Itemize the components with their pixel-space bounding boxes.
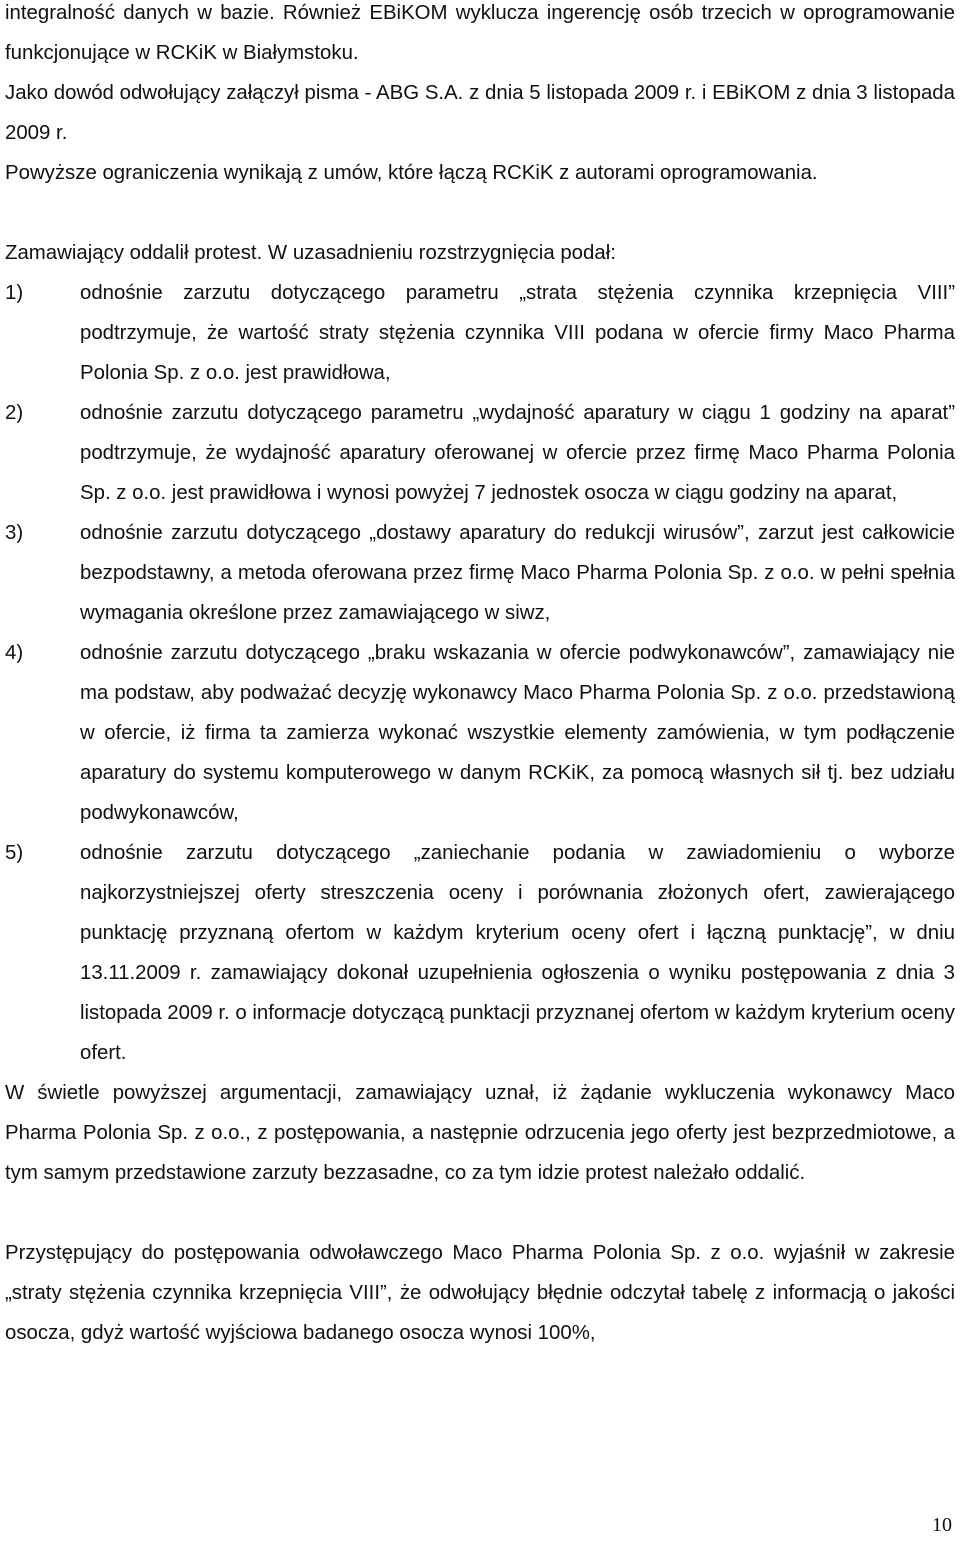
paragraph-evidence: Jako dowód odwołujący załączył pisma - ABG S.A. z dnia 5 listopada 2009 r. i EBiKOM z dnia 3 listopada 2009 r. [5,82,955,144]
document-page [5,0,955,1353]
paragraph-intervener: Przystępujący do postępowania odwoławczego Maco Pharma Polonia Sp. z o.o. wyjaśnił w zakresie „straty stężenia czynnika krzepnięcia VIII”, że odwołujący błędnie odczytał tabelę z informacją o jakości osocza, gdyż wartość wyjściowa badanego osocza wynosi 100%, [5,1242,955,1344]
paragraph-restrictions: Powyższe ograniczenia wynikają z umów, które łączą RCKiK z autorami oprogramowania. [5,162,818,184]
list-item [5,513,955,633]
list-item [5,273,955,393]
list-item-text: odnośnie zarzutu dotyczącego „zaniechanie podania w zawiadomieniu o wyborze najkorzystniejszej oferty streszczenia oceny i porównania złożonych ofert, zawierającego punktację przyznaną ofertom w każdym kryterium oceny ofert i łączną punktację”, w dniu 13.11.2009 r. zamawiający dokonał uzupełnienia ogłoszenia o wyniku postępowania z dnia 3 listopada 2009 r. o informacje dotyczącą punktacji przyznanej ofertom w każdym kryterium oceny ofert. [80,842,955,1064]
list-item [5,633,955,833]
justification-list [5,273,955,1073]
list-item-number: 2) [5,402,24,424]
list-item-text: odnośnie zarzutu dotyczącego parametru „strata stężenia czynnika krzepnięcia VIII” podtrzymuje, że wartość straty stężenia czynnika VIII podana w ofercie firmy Maco Pharma Polonia Sp. z o.o. jest prawidłowa, [80,282,955,384]
list-item-text: odnośnie zarzutu dotyczącego parametru „wydajność aparatury w ciągu 1 godziny na aparat” podtrzymuje, że wydajność aparatury oferowanej w ofercie przez firmę Maco Pharma Polonia Sp. z o.o. jest prawidłowa i wynosi powyżej 7 jednostek osocza w ciągu godziny na aparat, [80,402,955,504]
paragraph-integrity: integralność danych w bazie. Również EBiKOM wyklucza ingerencję osób trzecich w oprogramowanie funkcjonujące w RCKiK w Białymstoku. [5,2,955,64]
list-item [5,393,955,513]
paragraph-spacer [5,193,955,233]
paragraph-spacer [5,1193,955,1233]
list-item-text: odnośnie zarzutu dotyczącego „braku wskazania w ofercie podwykonawców”, zamawiający nie ma podstaw, aby podważać decyzję wykonawcy Maco Pharma Polonia Sp. z o.o. przedstawioną w ofercie, iż firma ta zamierza wykonać wszystkie elementy zamówienia, w tym podłączenie aparatury do systemu komputerowego w danym RCKiK, za pomocą własnych sił tj. bez udziału podwykonawców, [80,642,955,824]
list-item [5,833,955,1073]
list-item-number: 4) [5,642,24,664]
paragraph-protest-dismissed: Zamawiający oddalił protest. W uzasadnieniu rozstrzygnięcia podał: [5,242,616,264]
paragraph-conclusion: W świetle powyższej argumentacji, zamawiający uznał, iż żądanie wykluczenia wykonawcy Maco Pharma Polonia Sp. z o.o., z postępowania, a następnie odrzucenia jego oferty jest bezprzedmiotowe, a tym samym przedstawione zarzuty bezzasadne, co za tym idzie protest należało oddalić. [5,1082,955,1184]
list-item-text: odnośnie zarzutu dotyczącego „dostawy aparatury do redukcji wirusów”, zarzut jest całkowicie bezpodstawny, a metoda oferowana przez firmę Maco Pharma Polonia Sp. z o.o. w pełni spełnia wymagania określone przez zamawiającego w siwz, [80,522,955,624]
page-number: 10 [932,1514,952,1536]
list-item-number: 3) [5,522,24,544]
list-item-number: 1) [5,282,24,304]
list-item-number: 5) [5,842,24,864]
